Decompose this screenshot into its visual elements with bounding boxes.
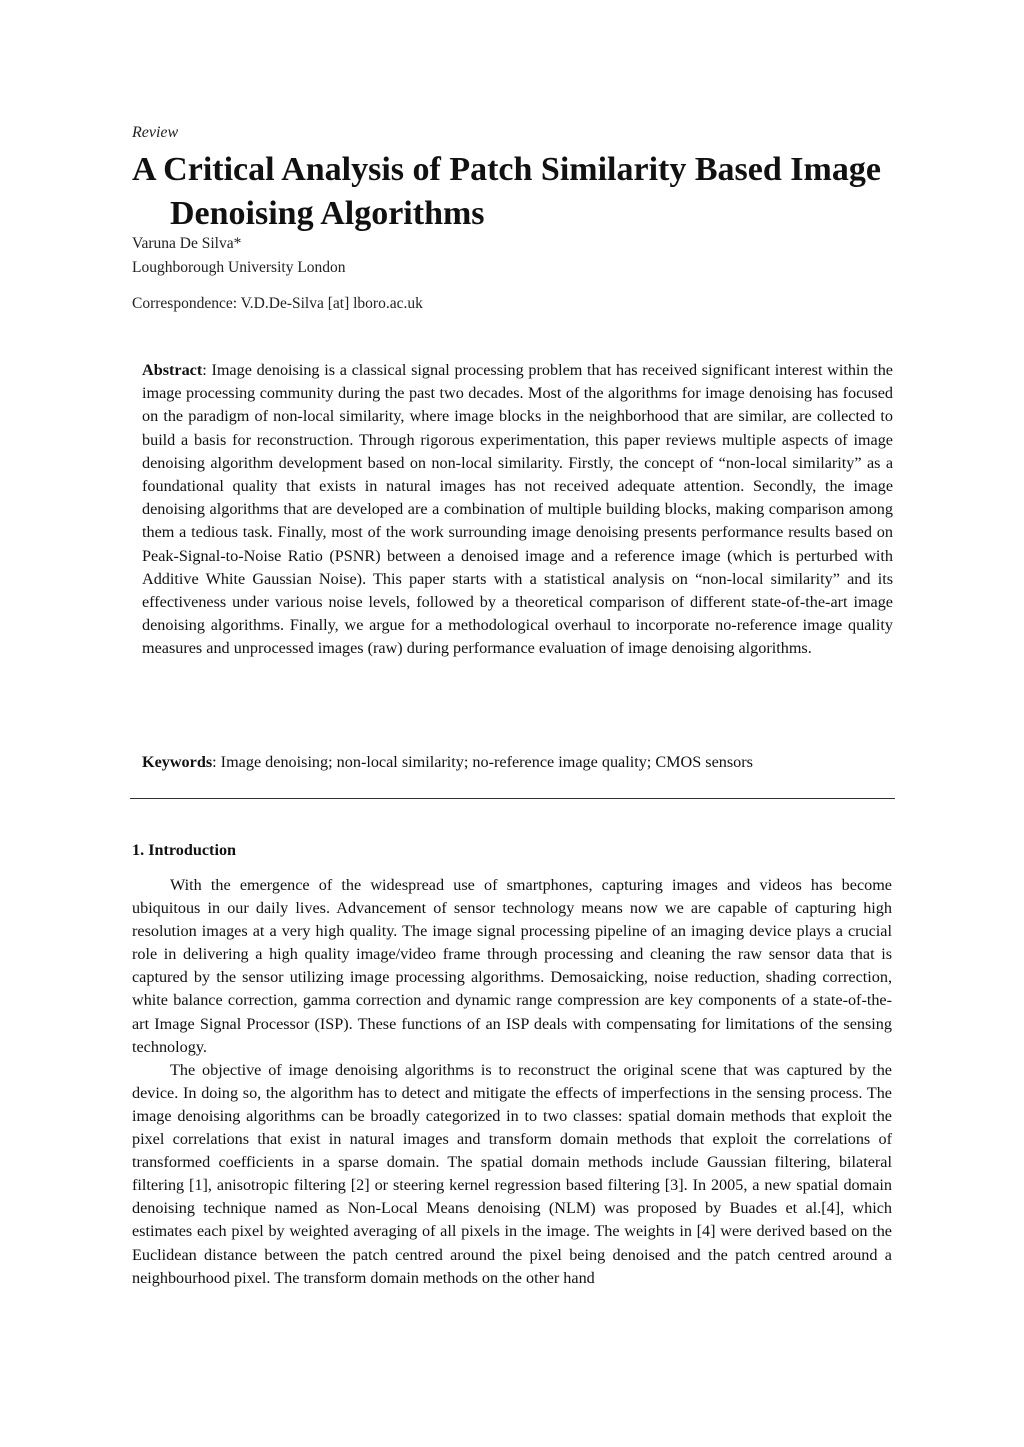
author-block <box>132 232 346 280</box>
author-name: Varuna De Silva* <box>132 235 242 252</box>
paper-title-line-2: Denoising Algorithms <box>170 195 485 232</box>
abstract-label: Abstract <box>142 361 203 379</box>
body-paragraph: The objective of image denoising algorithms is to reconstruct the original scene that was captured by the device. In doing so, the algorithm has to detect and mitigate the effects of imperfections in the sensing process. The image denoising algorithms can be broadly categorized in to two classes: spatial domain methods that exploit the pixel correlations that exist in natural images and transform domain methods that exploit the correlations of transformed coefficients in a sparse domain. The spatial domain methods include Gaussian filtering, bilateral filtering [1], anisotropic filtering [2] or steering kernel regression based filtering [3]. In 2005, a new spatial domain denoising technique named as Non-Local Means denoising (NLM) was proposed by Buades et al.[4], which estimates each pixel by weighted averaging of all pixels in the image. The weights in [4] were derived based on the Euclidean distance between the patch centred around the pixel being denoised and the patch centred around a neighbourhood pixel. The transform domain methods on the other hand <box>132 1060 892 1287</box>
section-heading: 1. Introduction <box>132 841 237 859</box>
keywords-text: : Image denoising; non-local similarity; no-reference image quality; CMOS sensors <box>212 753 753 771</box>
section-divider <box>130 798 895 799</box>
abstract-text: : Image denoising is a classical signal processing problem that has received significant interest within the image processing community during the past two decades. Most of the algorithms for image denoising has focused on the paradigm of non-local similarity, where image blocks in the neighborhood that are similar, are collected to build a basis for reconstruction. Through rigorous experimentation, this paper reviews multiple aspects of image denoising algorithm development based on non-local similarity. Firstly, the concept of “non-local similarity” as a foundational quality that exists in natural images has not received adequate attention. Secondly, the image denoising algorithms that are developed are a combination of multiple building blocks, making comparison among them a tedious task. Finally, most of the work surrounding image denoising presents performance results based on Peak-Signal-to-Noise Ratio (PSNR) between a denoised image and a reference image (which is perturbed with Additive White Gaussian Noise). This paper starts with a statistical analysis on “non-local similarity” and its effectiveness under various noise levels, followed by a theoretical comparison of different state-of-the-art image denoising algorithms. Finally, we argue for a methodological overhaul to incorporate no-reference image quality measures and unprocessed images (raw) during performance evaluation of image denoising algorithms. <box>142 361 893 658</box>
keywords-label: Keywords <box>142 753 213 771</box>
body-paragraph: With the emergence of the widespread use of smartphones, capturing images and videos has become ubiquitous in our daily lives. Advancement of sensor technology means now we are capable of capturing high resolution images at a very high quality. The image signal processing pipeline of an imaging device plays a crucial role in delivering a high quality image/video frame through processing and cleaning the raw sensor data that is captured by the sensor utilizing image processing algorithms. Demosaicking, noise reduction, shading correction, white balance correction, gamma correction and dynamic range compression are key components of a state-of-the-art Image Signal Processor (ISP). These functions of an ISP deals with compensating for limitations of the sensing technology. <box>132 876 892 1056</box>
abstract <box>142 359 893 661</box>
article-type: Review <box>132 124 179 141</box>
paper-title-line-1: A Critical Analysis of Patch Similarity Based Image <box>132 151 881 188</box>
paper-title <box>132 148 902 236</box>
correspondence: Correspondence: V.D.De-Silva [at] lboro.ac.uk <box>132 295 423 312</box>
section-body <box>132 874 892 1290</box>
keywords <box>142 751 893 774</box>
author-affiliation: Loughborough University London <box>132 259 346 276</box>
